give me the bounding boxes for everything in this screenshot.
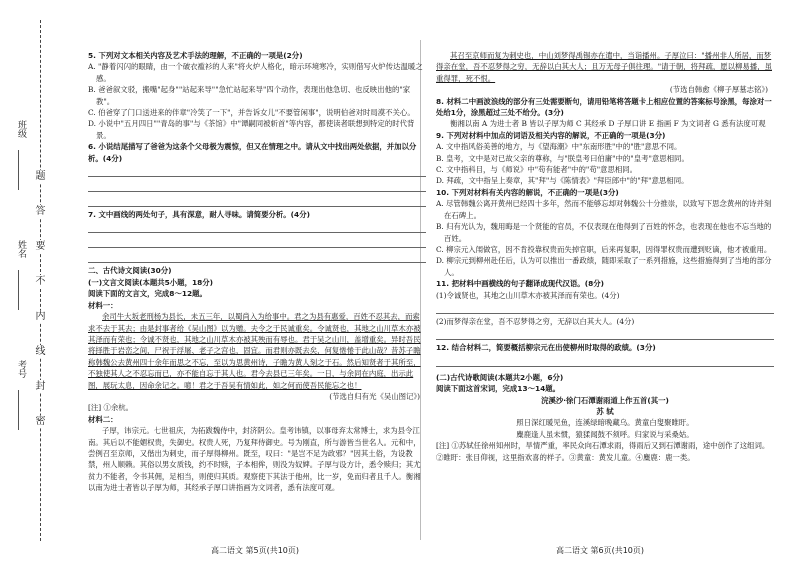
- class-field-line[interactable]: [18, 150, 19, 190]
- question-5-option-c: C. 伯爸穿了门口送进来的伴章"冷笑了一下"，并告诉女儿"不要管闲事"，说明伯爸对时局漠不关心。: [88, 108, 415, 118]
- material-2-source: (节选自韩愈《柳子厚墓志铭》): [669, 85, 768, 95]
- poetry-instruction: 阅读下面这首宋词，完成13～14题。: [436, 384, 561, 394]
- answer-line[interactable]: [436, 354, 774, 367]
- poetry-section-heading: (二)古代诗歌阅读(本题共2小题，6分): [436, 372, 564, 382]
- material-1-label: 材料一：: [88, 300, 118, 310]
- seal-char: 答: [35, 206, 46, 217]
- material-2-text: 子厚，讳宗元。七世祖庆，为拓跋魏侍中，封济阴公。皇考讳镇，以事母弃太常博士，求为县令江南。其后以不能媚权贵，失御史。权贵人死，乃复拜侍御史。号为刚直，所与游皆当世名人。元和中，尝例召至京师，又偕出为刺史，而子厚得柳州。既至，叹曰："是岂不足为政邪？"因其土俗，为设教禁，州人顺赖。其俗以男女质钱，约不时赎，子本相侔，则没为奴婢。子厚与设方计，悉令赎归；其尤贫力不能者，令书其佣，足相当，则使归其质。观察使下其法于他州，比一岁，免而归者且千人。衡湘以南为进士者皆以子厚为师，其经承子厚口讲指画为文词者，悉有法度可观。: [88, 426, 421, 493]
- question-9-option-a: A. 文中指风俗美善的地方，与《望海潮》中"东南形胜"中的"胜"意思不同。: [436, 142, 682, 152]
- question-10-option-c: C. 柳宗元入闱做官，因不肯投靠权贵而失掉官职，后来再复职，因得罪权贵而遭到贬谪，他才被重用。: [436, 244, 772, 254]
- answer-line[interactable]: [88, 220, 426, 233]
- right-page: [436, 50, 774, 540]
- question-5-option-a: A. "静着闪闪的眼睛，由一个破衣褴衫的人来"将火炉人格化，暗示环境寒冷，实则借写火炉传达温暖之感。: [88, 62, 423, 83]
- binding-strip: [0, 0, 58, 561]
- question-11-sub-1: (1)令诚贤也，其地之山川草木亦被其泽而有荣也。(4分): [436, 290, 620, 300]
- question-7-stem: 7. 文中画线的两处句子，具有深意，耐人寻味。请简要分析。(4分): [88, 210, 310, 220]
- page-footer-right: 高二语文 第6页(共10页): [555, 546, 645, 555]
- question-8-text: 衡湘以南 A 为进士者 B 皆以子厚为师 C 其经承 D 子厚口讲 E 指画 F 为文词者 G 悉有法度可观: [450, 119, 766, 129]
- footnote: [注] ①余杭。: [88, 403, 134, 413]
- exam-no-field-label: 考号: [16, 360, 26, 378]
- seal-char: 题: [35, 171, 46, 182]
- question-11-stem: 11. 把材料中画横线的句子翻译成现代汉语。(8分): [436, 279, 604, 289]
- question-9-option-c: C. 文中指科目，与《师说》中"苟有能者"中的"苟"意思相同。: [436, 165, 638, 175]
- seal-char: 不: [35, 276, 46, 287]
- poem-title: 浣溪沙·徐门石潭谢雨道上作五首(其一): [541, 395, 669, 405]
- name-field-label: 姓名: [16, 240, 26, 258]
- question-10-option-b: B. 归有光认为，魏用晦是一个贤能的官员，不仅表现在他得到了百姓的怀念，也表现在他也不忘当地的百姓。: [436, 222, 772, 243]
- question-9-option-b: B. 皇考，文中是对已故父亲的尊称，与"朕皇考曰伯庸"中的"皇考"意思相同。: [436, 153, 689, 163]
- seal-char: 要: [35, 241, 46, 252]
- section-2-heading: 二、古代诗文阅读(30分): [88, 266, 172, 276]
- answer-line[interactable]: [88, 179, 426, 192]
- answer-line[interactable]: [436, 327, 774, 340]
- answer-line[interactable]: [88, 235, 426, 248]
- page-footer-left: 高二语文 第5页(共10页): [210, 546, 300, 555]
- reading-instruction: 阅读下面的文言文，完成8～12题。: [88, 289, 207, 299]
- seal-char: 密: [35, 416, 46, 427]
- question-10-stem: 10. 下列对材料有关内容的解说，不正确的一项是(3分): [436, 187, 619, 197]
- poem-line: 照日深红暖见鱼，连溪绿暗晚藏乌。黄童白叟聚睢盱。: [516, 418, 694, 428]
- seal-char: 封: [35, 381, 46, 392]
- name-field-line[interactable]: [18, 270, 19, 310]
- question-9-stem: 9. 下列对材料中加点的词语及相关内容的解说，不正确的一项是(3分): [436, 130, 666, 140]
- seal-char: 线: [35, 346, 46, 357]
- left-page: [88, 50, 426, 540]
- question-5-stem: 5. 下列对文本相关内容及艺术手法的理解，不正确的一项是(2分): [88, 51, 303, 60]
- material-1-source: (节选自归有光《吴山图记》): [329, 391, 420, 401]
- question-5-option-b: B. 爸爸叙文驳，搬嘴"起身""站起来导""急忙站起来导"四个动作，表现出他急切、也反映出他的"家教"。: [88, 85, 411, 106]
- class-field-label: 班级: [16, 120, 26, 138]
- answer-line[interactable]: [88, 250, 426, 263]
- question-9-option-d: D. 拜疏，文中指呈上奏章，其"拜"与《陈情表》"拜臣郎中"的"拜"意思相同。: [436, 176, 689, 186]
- seal-char: 内: [35, 311, 46, 322]
- question-10-option-d: D. 柳宗元到柳州赴任后，认为可以推出一番政绩，随即采取了一系列措施，这些措施得到了当地的部分人。: [436, 256, 772, 277]
- question-11-sub-2: (2)而梦得亲在堂，吾不忍梦得之穷，无辞以白其大人。(4分): [436, 316, 635, 326]
- section-2-1-heading: (一)文言文阅读(本题共5小题，18分): [88, 277, 214, 287]
- material-2-continued: 其召至京师而复为刺史也，中山刘梦得禹锡亦在遣中，当诣播州。子厚泣曰："播州非人所居，而梦得亲在堂，吾不忍梦得之穷，无辞以白其大人；且万无母子俱往理。"请于朝，将拜疏，愿以柳易播，虽重得罪，死不恨。: [436, 51, 772, 83]
- material-2-label: 材料二：: [88, 414, 118, 424]
- material-1-text: 余司牛大坂老刑杨为县长，未五三年，以蜀尚入为给事中。君之为县有惠爱，百姓不忍其去，而索求不去于其去；由是封事者给《吴山图》以为赠。夫令之于民诚重矣。令诚贤也，其地之山川草木亦被其泽而有荣也；令诚不贤也，其地之山川草木亦被其殃而有辱也。君于吴之山川，盖增重矣。异时吾民将择胜于岩峦之间，尸祝于浮屠、老子之宫也，固宜。而君则亦既去矣，何复惓惓于此山哉？昔苏子瞻称韩魏公去黄州四十余年而思之不忘，至以为思黄州诗，子瞻为黄人刻之于石。然后知贤者于其所至，不独使其人之不忍忘而已，亦不能自忘于其人也。君今去县已三年矣。一日，与余同在内庭，出示此图，展玩太息，因命余记之。噫！君之于吾吴有情如此，如之何而使吾民能忘之也！: [88, 312, 421, 390]
- answer-line[interactable]: [88, 194, 426, 207]
- poem-note: [注] ①苏轼任徐州知州时，旱情严重，率民众向石潭求雨，得雨后又到石潭谢雨，途中创作了这组词。②睢盱：张目仰视，这里指欢喜的样子。③黄童：黄发儿童。④麋鹿：鹿一类。: [436, 441, 770, 462]
- poem-author: 苏 轼: [596, 406, 614, 416]
- exam-no-field-line[interactable]: [18, 390, 19, 430]
- question-10-option-a: A. 尽管韩魏公离开黄州已经四十多年，然而不能够忘却对韩魏公十分推崇，以致写下思念黄州的诗并刻在石碑上。: [436, 199, 772, 220]
- answer-line[interactable]: [436, 301, 774, 314]
- question-6-stem: 6. 小说结尾描写了爸爸为这条个父母极为震惊，但又在情理之中。请从文中找出两处依据，并加以分析。(4分): [88, 142, 417, 163]
- question-8-stem: 8. 材料二中画波浪线的部分有三处需要断句，请用铅笔将答题卡上相应位置的答案标号涂黑，每涂对一处给1分，涂黑超过三处不给分。(3分): [436, 96, 772, 118]
- question-12-stem: 12. 结合材料二，简要概括柳宗元在出使柳州时取得的政绩。(3分): [436, 343, 656, 353]
- poem-line: 麋鹿逢人虽未惯，猿猱闻鼓不须呼。归家说与采桑姑。: [516, 429, 694, 439]
- answer-line[interactable]: [88, 164, 426, 177]
- question-5-option-d: D. 小说中"五月四日""青岛的事"与《茶馆》中"谭嗣同被斩首"等内容，都使读者联想到特定的时代背景。: [88, 119, 415, 140]
